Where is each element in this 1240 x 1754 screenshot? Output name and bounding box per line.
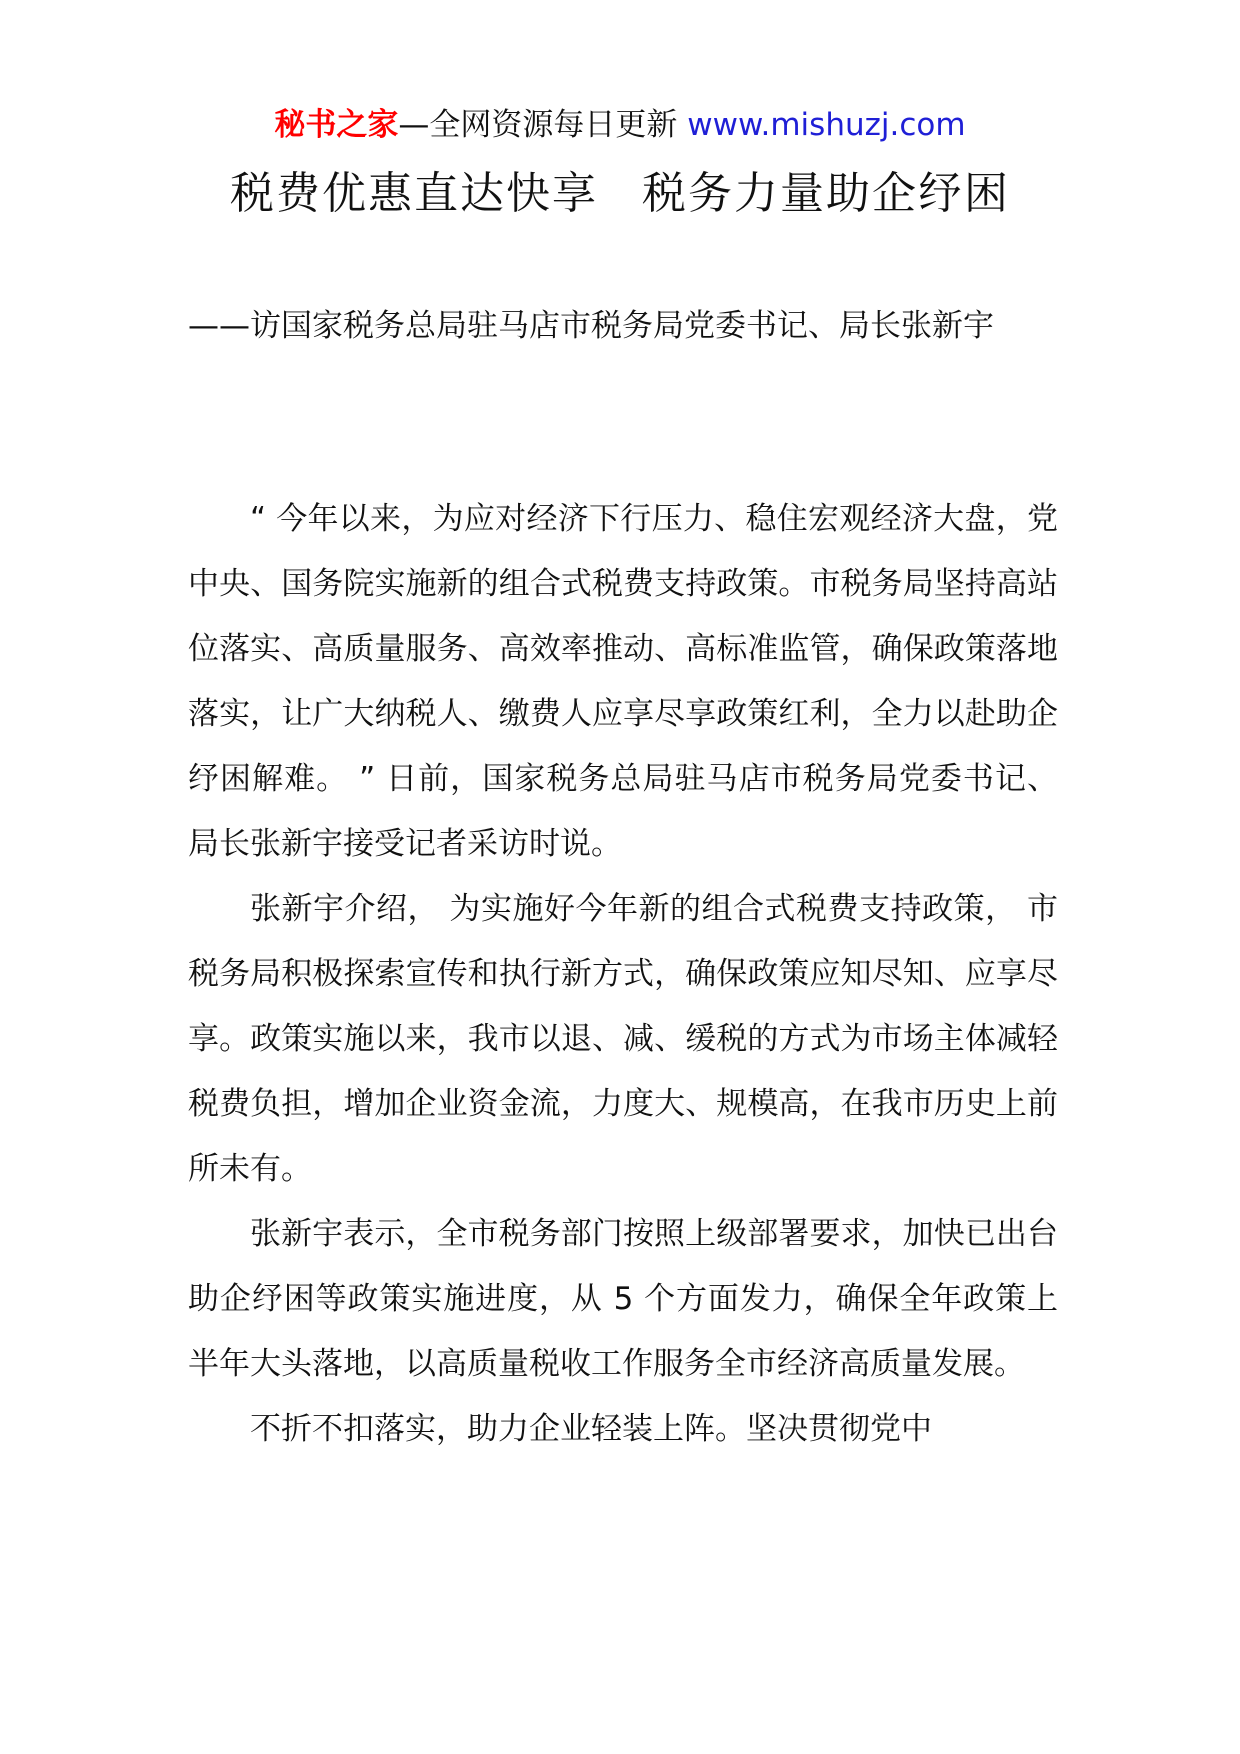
brand-name: 秘书之家	[274, 107, 399, 143]
site-url-link[interactable]: www.mishuzj.com	[687, 107, 966, 143]
document-subtitle: ——访国家税务总局驻马店市税务局党委书记、局长张新宇	[188, 308, 994, 344]
paragraph: 张新宇介绍， 为实施好今年新的组合式税费支持政策， 市税务局积极探索宣传和执行新方式，确保政策应知尽知、应享尽享。政策实施以来，我市以退、减、缓税的方式为市场主体减轻税费负担，增加企业资金流，力度大、规模高，在我市历史上前所未有。	[188, 891, 1058, 1187]
paragraph: “ 今年以来，为应对经济下行压力、稳住宏观经济大盘，党中央、国务院实施新的组合式税费支持政策。市税务局坚持高站位落实、高质量服务、高效率推动、高标准监管，确保政策落地落实，让广大纳税人、缴费人应享尽享政策红利，全力以赴助企纾困解难。 ” 日前，国家税务总局驻马店市税务局党委书记、局长张新宇接受记者采访时说。	[188, 501, 1058, 862]
paragraph: 张新宇表示，全市税务部门按照上级部署要求，加快已出台助企纾困等政策实施进度，从 5 个方面发力，确保全年政策上半年大头落地，以高质量税收工作服务全市经济高质量发展。	[188, 1216, 1058, 1382]
title-part-2: 税务力量助企纾困	[642, 168, 1010, 219]
paragraph: 不折不扣落实，助力企业轻装上阵。坚决贯彻党中	[250, 1411, 932, 1447]
site-header	[0, 103, 1240, 147]
document-title	[0, 164, 1240, 224]
title-part-1: 税费优惠直达快享	[230, 168, 598, 219]
header-tagline: —全网资源每日更新	[398, 107, 678, 143]
article-body	[188, 487, 1058, 1462]
